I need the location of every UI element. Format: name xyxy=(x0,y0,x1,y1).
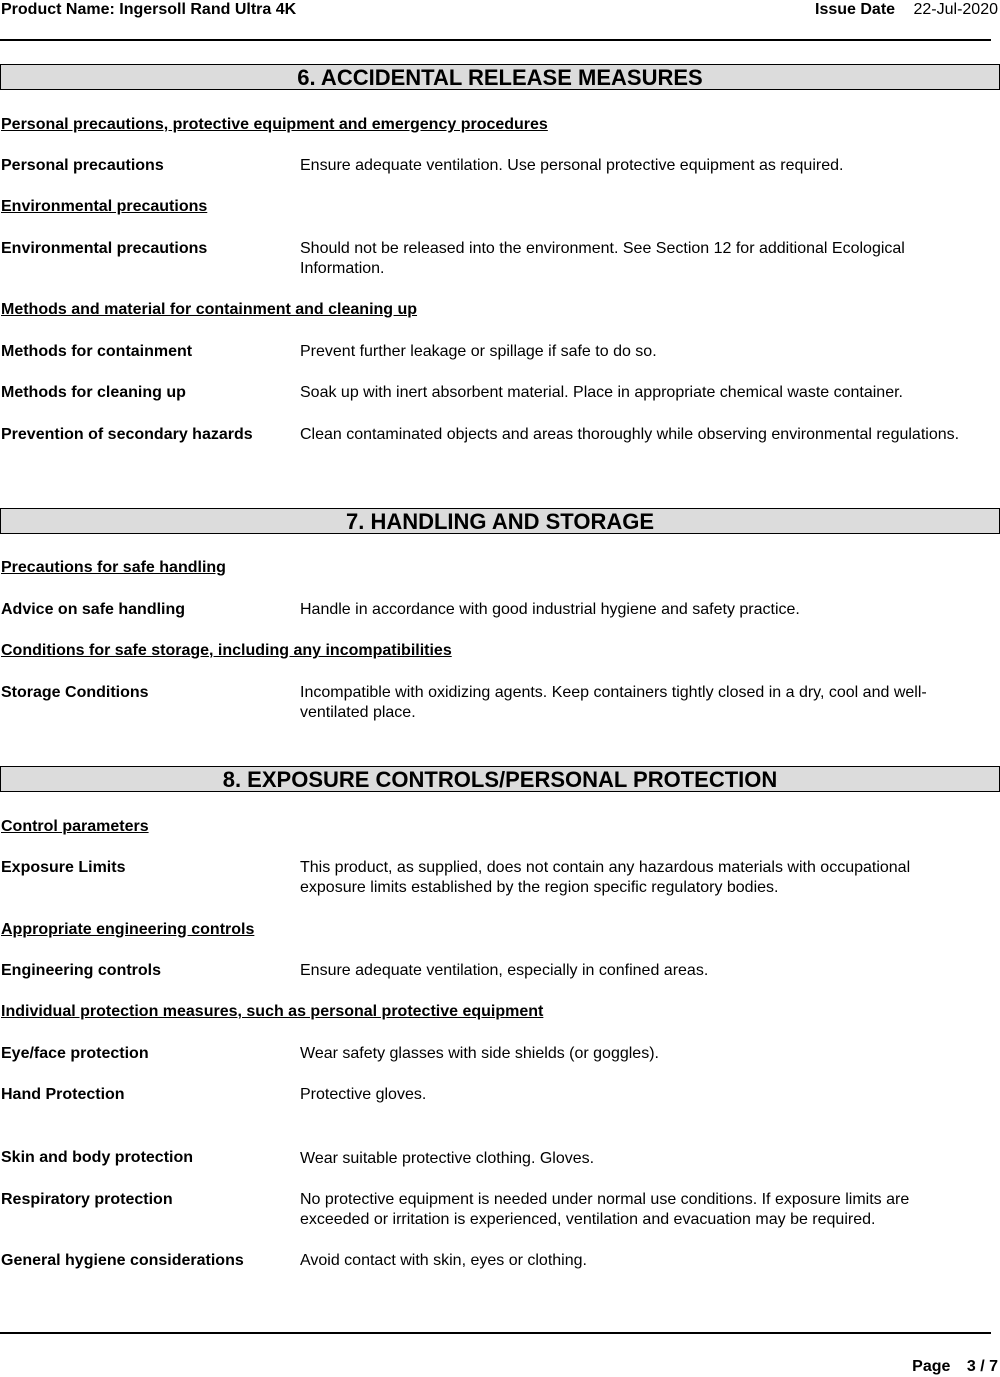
value-eye-face-protection: Wear safety glasses with side shields (or goggles). xyxy=(300,1045,659,1062)
subheading-individual-protection: Individual protection measures, such as personal protective equipment xyxy=(1,1003,544,1020)
label-secondary-hazards: Prevention of secondary hazards xyxy=(1,426,253,443)
subheading-environmental: Environmental precautions xyxy=(1,198,208,215)
subheading-personal-precautions: Personal precautions, protective equipment and emergency procedures xyxy=(1,116,548,133)
page-indicator xyxy=(912,1358,998,1376)
value-skin-body-protection: Wear suitable protective clothing. Gloves. xyxy=(300,1150,595,1167)
issue-date-line xyxy=(815,1,998,19)
subheading-safe-storage: Conditions for safe storage, including any incompatibilities xyxy=(1,642,452,659)
label-hand-protection: Hand Protection xyxy=(1,1086,125,1103)
section-7-title: 7. HANDLING AND STORAGE xyxy=(0,508,1000,534)
subheading-engineering-controls: Appropriate engineering controls xyxy=(1,921,255,938)
section-8-title: 8. EXPOSURE CONTROLS/PERSONAL PROTECTION xyxy=(0,766,1000,792)
label-engineering-controls: Engineering controls xyxy=(1,962,162,979)
label-environmental-precautions: Environmental precautions xyxy=(1,240,208,257)
label-exposure-limits: Exposure Limits xyxy=(1,859,126,876)
label-respiratory-protection: Respiratory protection xyxy=(1,1191,173,1208)
value-respiratory-protection: No protective equipment is needed under normal use conditions. If exposure limits are exceeded or irritation is experienced, ventilation and evacuation may be required. xyxy=(300,1191,910,1228)
footer-rule xyxy=(0,1332,991,1334)
value-hand-protection: Protective gloves. xyxy=(300,1086,427,1103)
header-rule xyxy=(0,39,991,41)
page-number: 3 / 7 xyxy=(966,1358,998,1375)
issue-date-label: Issue Date xyxy=(815,1,896,18)
value-general-hygiene: Avoid contact with skin, eyes or clothing. xyxy=(300,1252,587,1269)
label-general-hygiene: General hygiene considerations xyxy=(1,1252,244,1269)
page-label: Page xyxy=(912,1358,951,1375)
value-environmental-precautions: Should not be released into the environment. See Section 12 for additional Ecological Information. xyxy=(300,240,905,277)
subheading-control-parameters: Control parameters xyxy=(1,818,149,835)
value-personal-precautions: Ensure adequate ventilation. Use personal protective equipment as required. xyxy=(300,157,844,174)
label-personal-precautions: Personal precautions xyxy=(1,157,164,174)
label-advice-safe-handling: Advice on safe handling xyxy=(1,601,186,618)
label-skin-body-protection: Skin and body protection xyxy=(1,1149,194,1166)
product-name-line xyxy=(1,1,296,19)
value-engineering-controls: Ensure adequate ventilation, especially in confined areas. xyxy=(300,962,709,979)
subheading-containment: Methods and material for containment and cleaning up xyxy=(1,301,418,318)
value-advice-safe-handling: Handle in accordance with good industrial hygiene and safety practice. xyxy=(300,601,800,618)
label-eye-face-protection: Eye/face protection xyxy=(1,1045,149,1062)
subheading-safe-handling: Precautions for safe handling xyxy=(1,559,226,576)
product-name: Ingersoll Rand Ultra 4K xyxy=(119,1,297,18)
label-methods-cleaning: Methods for cleaning up xyxy=(1,384,186,401)
section-6-title: 6. ACCIDENTAL RELEASE MEASURES xyxy=(0,64,1000,90)
value-storage-conditions: Incompatible with oxidizing agents. Keep containers tightly closed in a dry, cool and well-ventilated place. xyxy=(300,684,927,721)
value-secondary-hazards: Clean contaminated objects and areas thoroughly while observing environmental regulations. xyxy=(300,426,960,443)
product-label: Product Name: xyxy=(1,1,115,18)
label-storage-conditions: Storage Conditions xyxy=(1,684,149,701)
value-methods-cleaning: Soak up with inert absorbent material. Place in appropriate chemical waste container. xyxy=(300,384,903,401)
value-exposure-limits: This product, as supplied, does not contain any hazardous materials with occupational exposure limits established by the region specific regulatory bodies. xyxy=(300,859,911,896)
issue-date: 22-Jul-2020 xyxy=(913,1,998,18)
label-methods-containment: Methods for containment xyxy=(1,343,193,360)
value-methods-containment: Prevent further leakage or spillage if safe to do so. xyxy=(300,343,657,360)
